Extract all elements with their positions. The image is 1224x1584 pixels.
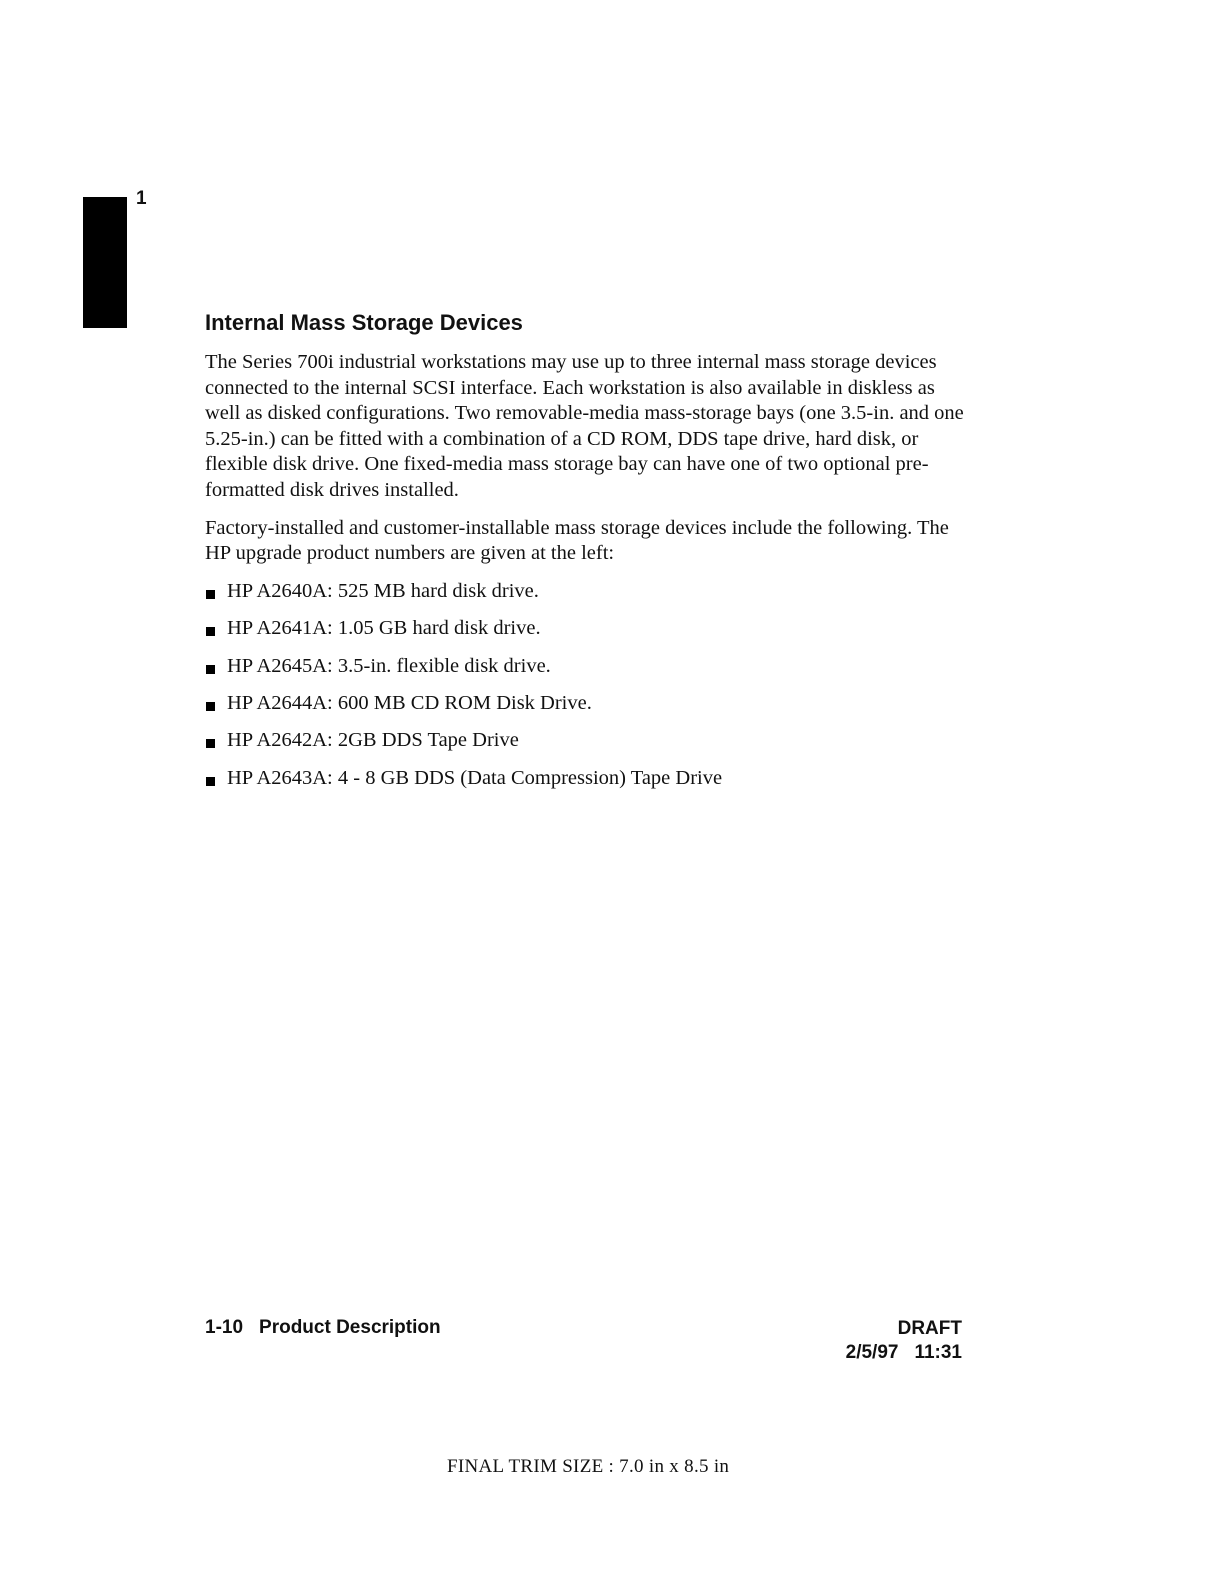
list-item bbox=[205, 766, 975, 792]
device-label: HP A2643A: 4 - 8 GB DDS (Data Compression) Tape Drive bbox=[227, 766, 723, 789]
list-item bbox=[205, 691, 975, 717]
list-item bbox=[205, 654, 975, 680]
section-heading: Internal Mass Storage Devices bbox=[205, 310, 523, 335]
device-label: HP A2644A: 600 MB CD ROM Disk Drive. bbox=[227, 691, 592, 714]
chapter-tab-marker bbox=[83, 197, 127, 328]
devices-intro-paragraph: Factory-installed and customer-installable mass storage devices include the following. The HP upgrade product numbers are given at the left: bbox=[205, 516, 949, 565]
list-item bbox=[205, 728, 975, 754]
device-list bbox=[205, 579, 975, 792]
page-footer-left bbox=[205, 1317, 441, 1339]
square-bullet-icon bbox=[206, 739, 215, 748]
page-number: 1-10 bbox=[205, 1317, 244, 1338]
draft-date: 2/5/97 bbox=[845, 1342, 899, 1363]
square-bullet-icon bbox=[206, 702, 215, 711]
device-label: HP A2640A: 525 MB hard disk drive. bbox=[227, 579, 539, 602]
square-bullet-icon bbox=[206, 665, 215, 674]
square-bullet-icon bbox=[206, 590, 215, 599]
page-footer-right bbox=[846, 1317, 962, 1365]
device-label: HP A2645A: 3.5-in. flexible disk drive. bbox=[227, 654, 551, 677]
footer-section-name: Product Description bbox=[259, 1317, 441, 1338]
device-label: HP A2642A: 2GB DDS Tape Drive bbox=[227, 729, 519, 752]
draft-label: DRAFT bbox=[897, 1318, 962, 1339]
intro-paragraph: The Series 700i industrial workstations may use up to three internal mass storage devices connected to the internal SCSI interface. Each workstation is also available in diskless as well as disked configurations. Two removable-media mass-storage bays (one 3.5-in. and one 5.25-in.) can be fitted with a combination of a CD ROM, DDS tape drive, hard disk, or flexible disk drive. One fixed-media mass storage bay can have one of two optional pre-formatted disk drives installed. bbox=[205, 351, 964, 501]
chapter-number: 1 bbox=[136, 188, 147, 209]
main-content bbox=[205, 310, 975, 803]
draft-time: 11:31 bbox=[914, 1342, 962, 1363]
square-bullet-icon bbox=[206, 627, 215, 636]
list-item bbox=[205, 579, 975, 605]
device-label: HP A2641A: 1.05 GB hard disk drive. bbox=[227, 617, 541, 640]
list-item bbox=[205, 616, 975, 642]
draft-timestamp bbox=[846, 1341, 962, 1365]
square-bullet-icon bbox=[206, 777, 215, 786]
trim-size-note: FINAL TRIM SIZE : 7.0 in x 8.5 in bbox=[447, 1456, 730, 1477]
